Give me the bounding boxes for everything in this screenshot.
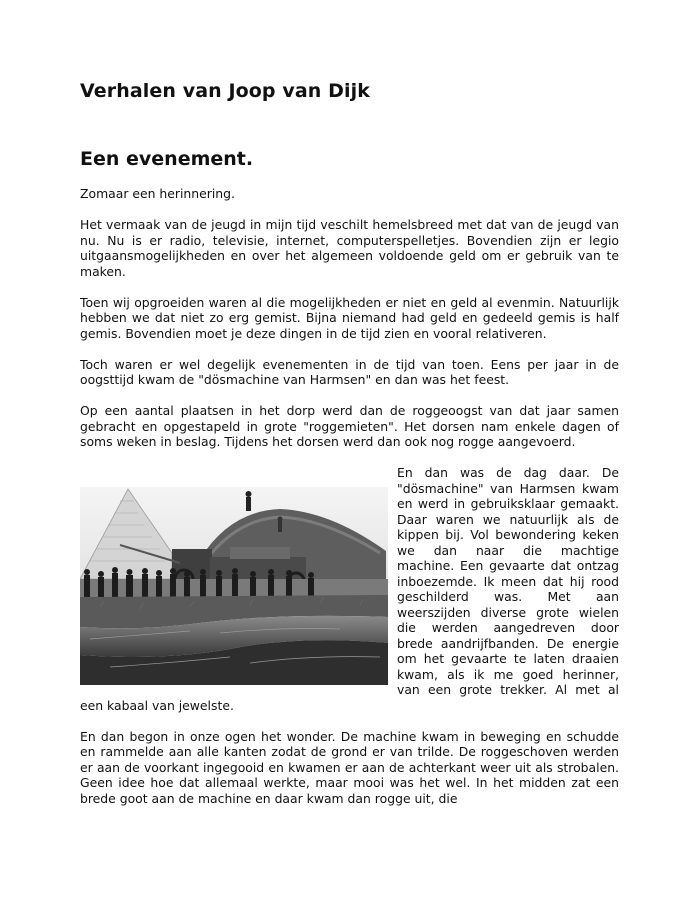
paragraph-1: Het vermaak van de jeugd in mijn tijd veschilt hemelsbreed met dat van de jeugd van nu. Nu is er radio, televisie, internet, computerspelletjes. Bovendien zijn er legio uitgaansmogelijkheden en over het algemeen voldoende geld om er gebruik van te maken. xyxy=(80,217,619,279)
document-title: Verhalen van Joop van Dijk xyxy=(80,80,370,102)
threshing-machine-photo xyxy=(80,467,388,685)
paragraph-2: Toen wij opgroeiden waren al die mogelijkheden er niet en geld al evenmin. Natuurlijk hebben we dat niet zo erg gemist. Bijna niemand had geld en gedeeld gemis is half gemis. Bovendien moet je deze dingen in de tijd zien en vooral relativeren. xyxy=(80,294,619,341)
paragraph-3: Toch waren er wel degelijk evenementen in de tijd van toen. Eens per jaar in de oogsttijd kwam de "dösmachine van Harmsen" en dan was het feest. xyxy=(80,356,619,387)
section-title: Een evenement. xyxy=(80,148,254,170)
article-body xyxy=(80,186,619,822)
photo-wrapped-paragraph: En dan was de dag daar. De "dösmachine" van Harmsen kwam en werd in gebruiksklaar gemaakt. Daar waren we natuurlijk als de kippen bij. Vol bewondering keken we dan naar die machtige machine. Een gevaarte dat ontzag inboezemde. Ik meen dat hij rood geschilderd was. Met aan weerszijden diverse grote wielen die werden aangedreven door brede aandrijfbanden. De energie om het gevaarte te laten draaien kwam, als ik me goed herinner, van een grote trekker. Al met al een kabaal van jewelste. xyxy=(80,465,619,713)
intro-line: Zomaar een herinnering. xyxy=(80,186,235,201)
paragraph-4: Op een aantal plaatsen in het dorp werd dan de roggeoogst van dat jaar samen gebracht en opgestapeld in grote "roggemieten". Het dorsen nam enkele dagen of soms weken in beslag. Tijdens het dorsen werd dan ook nog rogge aangevoerd. xyxy=(80,403,619,449)
final-paragraph: En dan begon in onze ogen het wonder. De machine kwam in beweging en schudde en rammelde aan alle kanten zodat de grond er van trilde. De roggeschoven werden er aan de voorkant ingegooid en kwamen er aan de achterkant weer uit als strobalen. Geen idee hoe dat allemaal werkte, maar mooi was het wel. In het midden zat een brede goot aan de machine en daar kwam dan rogge uit, die xyxy=(80,728,619,806)
